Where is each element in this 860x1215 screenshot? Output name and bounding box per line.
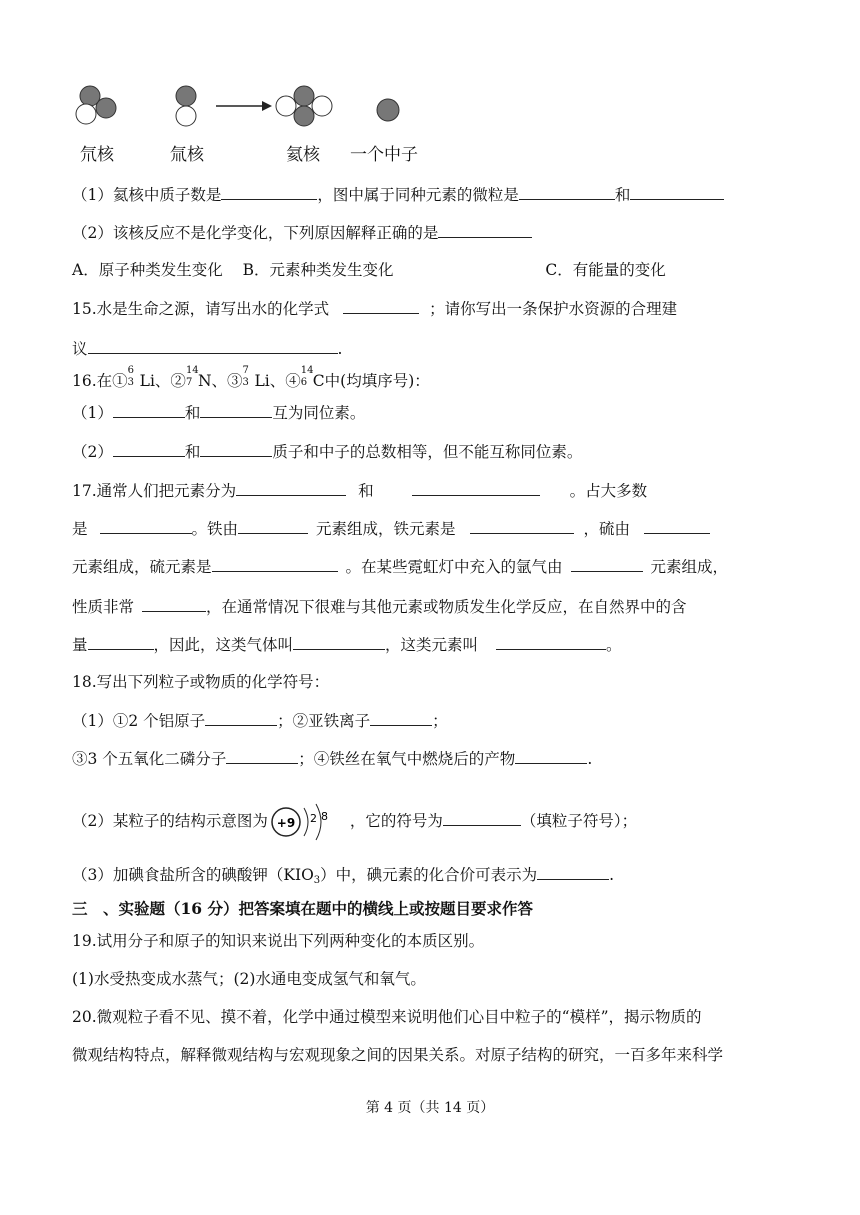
mass-number: 6: [127, 365, 135, 376]
q15-line2: [72, 337, 342, 360]
answer-blank[interactable]: [438, 221, 532, 238]
q17-line5: [72, 633, 622, 656]
q17-l2-b: 。铁由: [191, 520, 239, 538]
q17-l4-b: ，在通常情况下很难与其他元素或物质发生化学反应，在自然界中的含: [206, 598, 687, 616]
atom-structure-diagram: [268, 800, 350, 844]
q17-l3-a: 元素组成，硫元素是: [72, 558, 212, 576]
atom-structure-svg: [268, 800, 350, 844]
deuterium-nucleus: [76, 86, 116, 124]
answer-blank[interactable]: [370, 709, 432, 726]
answer-blank[interactable]: [205, 709, 277, 726]
q16-p1-a: （1）: [72, 404, 113, 422]
q18-line3: [72, 800, 637, 844]
answer-blank[interactable]: [443, 809, 521, 826]
answer-blank[interactable]: [88, 633, 154, 650]
neutron: [377, 99, 399, 121]
q16-p1-end: 互为同位素。: [272, 404, 366, 422]
answer-blank[interactable]: [113, 440, 185, 457]
q18-l2-end: .: [587, 750, 593, 768]
answer-blank[interactable]: [142, 595, 206, 612]
q16-p2-and: 和: [184, 443, 201, 461]
q18-line1: [72, 709, 448, 732]
tritium-nucleus: [176, 86, 196, 126]
q17-l2-a: 是: [72, 520, 88, 538]
q18-l3-a: （2）某粒子的结构示意图为: [72, 812, 268, 830]
reaction-arrow: [216, 101, 272, 111]
q17-line3: [72, 555, 728, 578]
neutron-label: 一个中子: [350, 145, 418, 165]
q14-p1-and: 和: [614, 186, 631, 204]
section-3-title: 三 、实验题（16 分）把答案填在题中的横线上或按题目要求作答: [72, 899, 533, 918]
tritium-label: 氚核: [170, 145, 204, 165]
q17-l5-c: ，这类元素叫: [385, 636, 479, 654]
answer-blank[interactable]: [226, 747, 298, 764]
answer-blank[interactable]: [412, 479, 540, 496]
answer-blank[interactable]: [470, 517, 574, 534]
answer-blank[interactable]: [293, 633, 385, 650]
option-c[interactable]: C．有能量的变化: [545, 261, 666, 279]
q16-intro-end: 中(均填序号)：: [324, 372, 430, 390]
mass-number: 7: [242, 365, 249, 376]
isotope-n14: [185, 365, 199, 392]
element-symbol: Li: [139, 372, 155, 390]
element-symbol: C: [312, 372, 325, 390]
mass-number: 14: [300, 365, 314, 376]
q16-intro-a: 16.在①: [72, 372, 128, 390]
isotope-li7: [242, 365, 255, 392]
q14-part1: [72, 183, 724, 206]
helium-nucleus: [276, 86, 332, 126]
q15-text-c: 议: [72, 340, 88, 358]
page-footer: [0, 1097, 860, 1117]
separator: 、②: [154, 372, 186, 390]
answer-blank[interactable]: [238, 517, 308, 534]
atomic-number: 7: [185, 377, 193, 388]
q18-line2: [72, 747, 592, 770]
isotope-c14: [300, 365, 314, 392]
q18-l3-end: （填粒子符号）；: [520, 812, 638, 830]
q15-end: .: [337, 340, 343, 358]
isotope-li6: [127, 365, 140, 392]
q15-line1: [72, 297, 677, 320]
answer-blank[interactable]: [236, 479, 346, 496]
answer-blank[interactable]: [221, 183, 317, 200]
q17-l1-a: 17.通常人们把元素分为: [72, 482, 237, 500]
answer-blank[interactable]: [113, 401, 185, 418]
q18-l1-a: （1）①2 个铝原子: [72, 712, 206, 730]
q16-part1: [72, 401, 365, 424]
atomic-number: 3: [127, 377, 135, 388]
atomic-number: 3: [242, 377, 249, 388]
element-symbol: N: [197, 372, 212, 390]
q18-title-text: 18.写出下列粒子或物质的化学符号：: [72, 673, 330, 691]
q18-l4-a: （3）加碘食盐所含的碘酸钾（KIO: [72, 866, 314, 884]
q15-text-a: 15.水是生命之源，请写出水的化学式: [72, 300, 330, 318]
answer-blank[interactable]: [200, 401, 272, 418]
subscript-3: 3: [313, 875, 321, 886]
shell2-electrons: 8: [320, 810, 328, 823]
answer-blank[interactable]: [519, 183, 615, 200]
q19-text: 19.试用分子和原子的知识来说出下列两种变化的本质区别。: [72, 932, 485, 950]
answer-blank[interactable]: [200, 440, 272, 457]
q18-title: [72, 671, 329, 693]
answer-blank[interactable]: [644, 517, 710, 534]
nuclear-reaction-diagram: [70, 82, 470, 172]
answer-blank[interactable]: [496, 633, 606, 650]
q19-sub-text: (1)水受热变成水蒸气；(2)水通电变成氢气和氧气。: [72, 970, 426, 988]
answer-blank[interactable]: [630, 183, 724, 200]
element-symbol: Li: [254, 372, 270, 390]
q20-line1: [72, 1006, 702, 1028]
option-b[interactable]: B．元素种类发生变化: [242, 261, 394, 279]
q18-l2-b: ；④铁丝在氧气中燃烧后的产物: [298, 750, 516, 768]
answer-blank[interactable]: [571, 555, 643, 572]
q17-l4-a: 性质非常: [72, 598, 135, 616]
q17-l5-end: 。: [606, 636, 622, 654]
q20-line2: [72, 1044, 723, 1066]
section-3-heading: [72, 898, 533, 920]
q17-line2: [72, 517, 710, 540]
option-a[interactable]: A．原子种类发生变化: [72, 261, 223, 279]
q16-part2: [72, 440, 582, 463]
nucleus-charge: +9: [276, 816, 296, 830]
q18-l4-end: .: [609, 866, 615, 884]
q17-l2-d: ，硫由: [583, 520, 631, 538]
q17-l3-c: 元素组成，: [650, 558, 729, 576]
answer-blank[interactable]: [343, 297, 419, 314]
q17-line4: [72, 595, 687, 618]
q17-l5-a: 量: [72, 636, 88, 654]
answer-blank[interactable]: [88, 337, 338, 354]
q17-l2-c: 元素组成，铁元素是: [316, 520, 456, 538]
q17-l1-and: 和: [358, 482, 374, 500]
q17-l3-b: 。在某些霓虹灯中充入的氩气由: [345, 558, 563, 576]
q20-text-1: 20.微观粒子看不见、摸不着，化学中通过模型来说明他们心目中粒子的“模样”，揭示物质的: [72, 1008, 702, 1026]
nuclear-particles: [70, 82, 470, 132]
q20-text-2: 微观结构特点，解释微观结构与宏观现象之间的因果关系。对原子结构的研究，一百多年来科学: [72, 1046, 724, 1064]
q17-l1-end: 。占大多数: [569, 482, 648, 500]
answer-blank[interactable]: [212, 555, 338, 572]
q17-line1: [72, 479, 647, 502]
q19-line2: [72, 968, 426, 990]
q16-p2-a: （2）: [72, 443, 113, 461]
q18-l2-a: ③3 个五氧化二磷分子: [72, 750, 227, 768]
q18-l3-b: ，它的符号为: [349, 812, 443, 830]
page-number: 第 4 页（共 14 页）: [365, 1100, 495, 1116]
deuterium-label: 氘核: [80, 145, 114, 165]
q18-l4-b: ）中，碘元素的化合价可表示为: [320, 866, 538, 884]
q14-options: [72, 259, 666, 281]
q14-part2: [72, 221, 532, 244]
q18-line4: [72, 863, 614, 892]
q16-intro: [72, 365, 430, 392]
q14-p1-mid: ，图中属于同种元素的微粒是: [317, 186, 519, 204]
mass-number: 14: [185, 365, 199, 376]
q16-p1-and: 和: [184, 404, 201, 422]
q15-text-b: ；请你写出一条保护水资源的合理建: [429, 300, 678, 318]
answer-blank[interactable]: [100, 517, 192, 534]
answer-blank[interactable]: [515, 747, 587, 764]
atomic-number: 6: [300, 377, 308, 388]
helium-label: 氦核: [286, 145, 320, 165]
q19-line1: [72, 930, 484, 952]
q18-l1-end: ；: [432, 712, 448, 730]
q16-p2-end: 质子和中子的总数相等，但不能互称同位素。: [272, 443, 583, 461]
separator: 、④: [269, 372, 301, 390]
answer-blank[interactable]: [537, 863, 609, 880]
shell1-electrons: 2: [309, 812, 317, 825]
q14-p2-text: （2）该核反应不是化学变化，下列原因解释正确的是: [72, 224, 439, 242]
q17-l5-b: ，因此，这类气体叫: [153, 636, 294, 654]
q18-l1-b: ；②亚铁离子: [277, 712, 371, 730]
separator: 、③: [211, 372, 243, 390]
q14-p1-text: （1）氦核中质子数是: [72, 186, 222, 204]
